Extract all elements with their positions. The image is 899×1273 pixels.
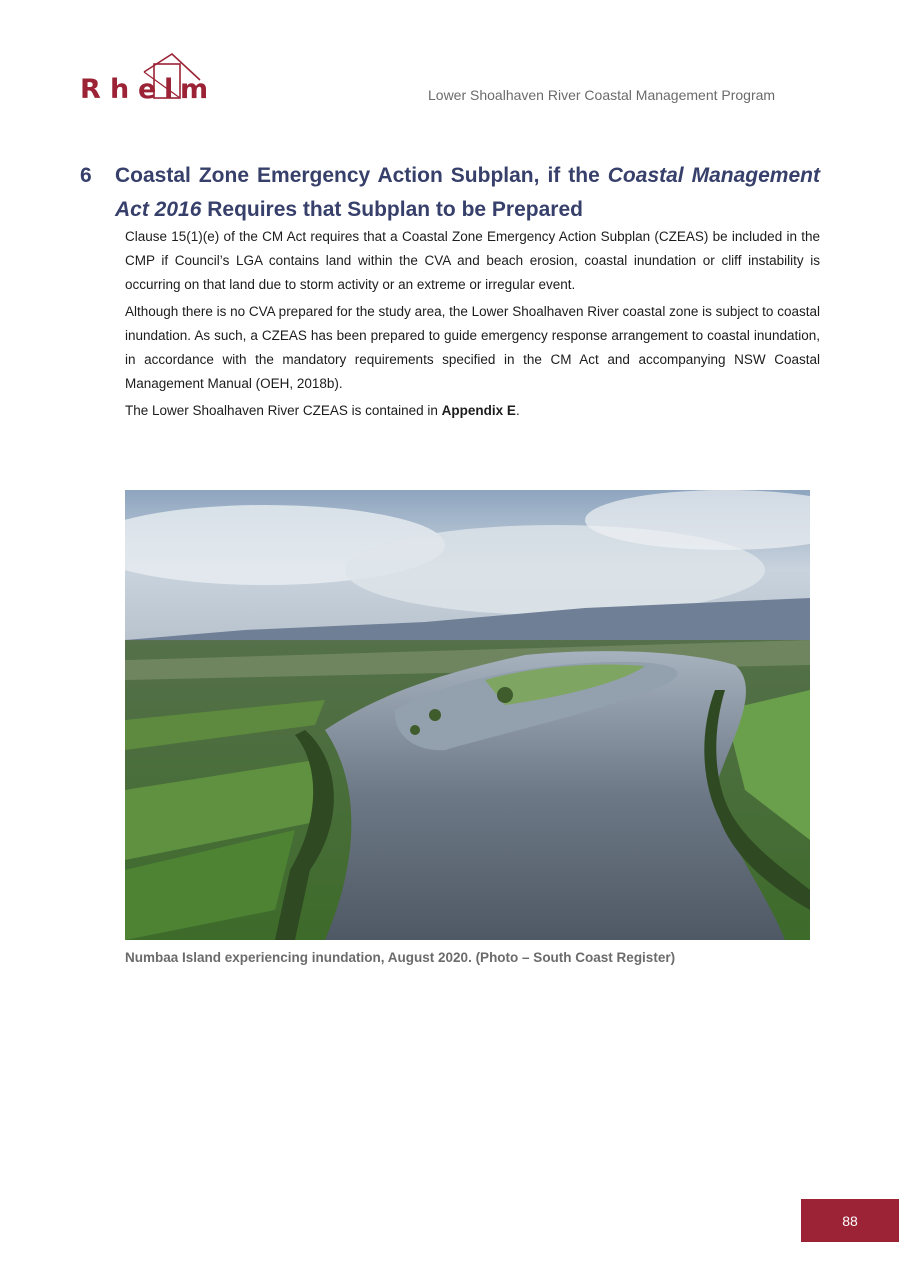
paragraph-2: Although there is no CVA prepared for the study area, the Lower Shoalhaven River coastal zone is subject to coastal inundation. As such, a CZEAS has been prepared to guide emergency response arrangement to coastal inundation, in accordance with the mandatory requirements specified in the CM Act and accompanying NSW Coastal Management Manual (OEH, 2018b). bbox=[125, 304, 820, 391]
logo-letter: m bbox=[180, 74, 209, 105]
logo-wordmark bbox=[80, 74, 208, 105]
appendix-reference: Appendix E bbox=[441, 403, 516, 418]
photo-illustration bbox=[125, 490, 810, 940]
logo-letter: e bbox=[138, 74, 157, 105]
section-title-part2: Requires that Subplan to be Prepared bbox=[201, 198, 583, 221]
paragraph-1: Clause 15(1)(e) of the CM Act requires that a Coastal Zone Emergency Action Subplan (CZEAS) be included in the CMP if Council’s LGA contains land within the CVA and beach erosion, coastal inundation or cliff instability is occurring on that land due to storm activity or an extreme or irregular event. bbox=[125, 229, 820, 292]
page-number-badge bbox=[801, 1199, 899, 1242]
logo-letter: l bbox=[164, 74, 174, 105]
aerial-flood-photo bbox=[125, 490, 810, 940]
figure-caption: Numbaa Island experiencing inundation, August 2020. (Photo – South Coast Register) bbox=[125, 950, 676, 965]
logo-letter: R bbox=[80, 74, 101, 105]
section-title-italic-2: Act 2016 bbox=[115, 198, 202, 221]
section-title-italic-1: Coastal Management bbox=[607, 164, 820, 187]
section-title-part1: Coastal Zone Emergency Action Subplan, if the bbox=[115, 164, 608, 187]
rhelm-logo bbox=[80, 50, 240, 108]
page-number: 88 bbox=[842, 1212, 858, 1229]
document-title: Lower Shoalhaven River Coastal Management Program bbox=[428, 87, 776, 103]
paragraph-3-text: The Lower Shoalhaven River CZEAS is contained in bbox=[125, 403, 442, 418]
section-number: 6 bbox=[80, 164, 92, 187]
paragraph-3-suffix: . bbox=[515, 403, 520, 418]
logo-letter: h bbox=[110, 74, 130, 105]
section-title bbox=[115, 159, 820, 227]
paragraph-3 bbox=[125, 399, 820, 423]
